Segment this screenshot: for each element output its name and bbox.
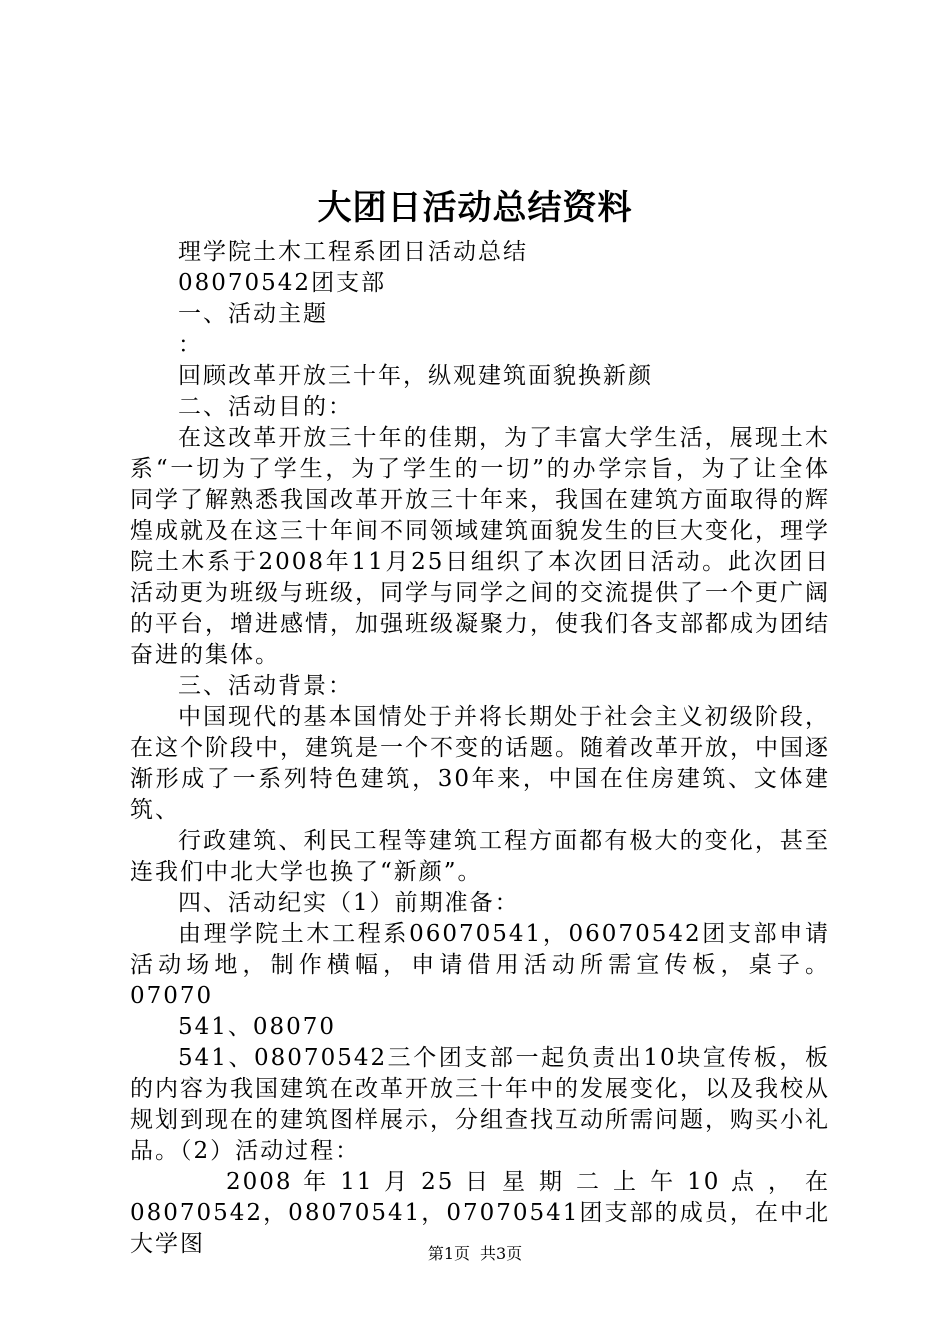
subtitle-line: 理学院土木工程系团日活动总结	[178, 239, 528, 265]
paragraph-prep-1: 由理学院土木工程系06070541，06070542团支部申请活动场地，制作横幅，申请借用活动所需宣传板，桌子。07070	[130, 921, 830, 1009]
heading-background: 三、活动背景：	[178, 673, 353, 699]
theme-text: 回顾改革开放三十年，纵观建筑面貌换新颜	[178, 363, 653, 389]
paragraph-prep-2: 541、08070	[178, 1014, 337, 1040]
paragraph-prep-3: 541、08070542三个团支部一起负责出10块宣传板，板的内容为我国建筑在改革开放三十年中的发展变化，以及我校从规划到现在的建筑图样展示，分组查找互动所需问题，购买小礼品。（2）活动过程：	[130, 1045, 830, 1164]
paragraph-process-2: 08070542，08070541，07070541团支部的成员，在中北大学图	[130, 1200, 830, 1257]
heading-record: 四、活动纪实（1）前期准备：	[178, 890, 520, 916]
heading-purpose: 二、活动目的：	[178, 394, 353, 420]
paragraph-background-2: 行政建筑、利民工程等建筑工程方面都有极大的变化，甚至连我们中北大学也换了“新颜”。	[130, 828, 830, 885]
theme-colon: ：	[178, 332, 203, 358]
paragraph-purpose: 在这改革开放三十年的佳期，为了丰富大学生活，展现土木系“一切为了学生，为了学生的一切”的办学宗旨，为了让全体同学了解熟悉我国改革开放三十年来，我国在建筑方面取得的辉煌成就及在这三十年间不同领域建筑面貌发生的巨大变化，理学院土木系于2008年11月25日组织了本次团日活动。此次团日活动更为班级与班级，同学与同学之间的交流提供了一个更广阔的平台，增进感情，加强班级凝聚力，使我们各支部都成为团结奋进的集体。	[130, 425, 830, 668]
page-footer	[0, 1244, 950, 1264]
paragraph-process-1: 2008 年 11 月 25 日 星 期 二 上 午 10 点 ， 在	[226, 1169, 830, 1195]
heading-theme: 一、活动主题	[178, 301, 328, 327]
paragraph-background-1: 中国现代的基本国情处于并将长期处于社会主义初级阶段，在这个阶段中，建筑是一个不变的话题。随着改革开放，中国逐渐形成了一系列特色建筑，30年来，中国在住房建筑、文体建筑、	[130, 704, 830, 823]
page-total: 共3页	[480, 1244, 523, 1263]
branch-line: 08070542团支部	[178, 270, 387, 296]
document-body	[130, 237, 830, 1260]
document-title: 大团日活动总结资料	[317, 188, 633, 228]
page-number: 第1页	[427, 1244, 470, 1263]
